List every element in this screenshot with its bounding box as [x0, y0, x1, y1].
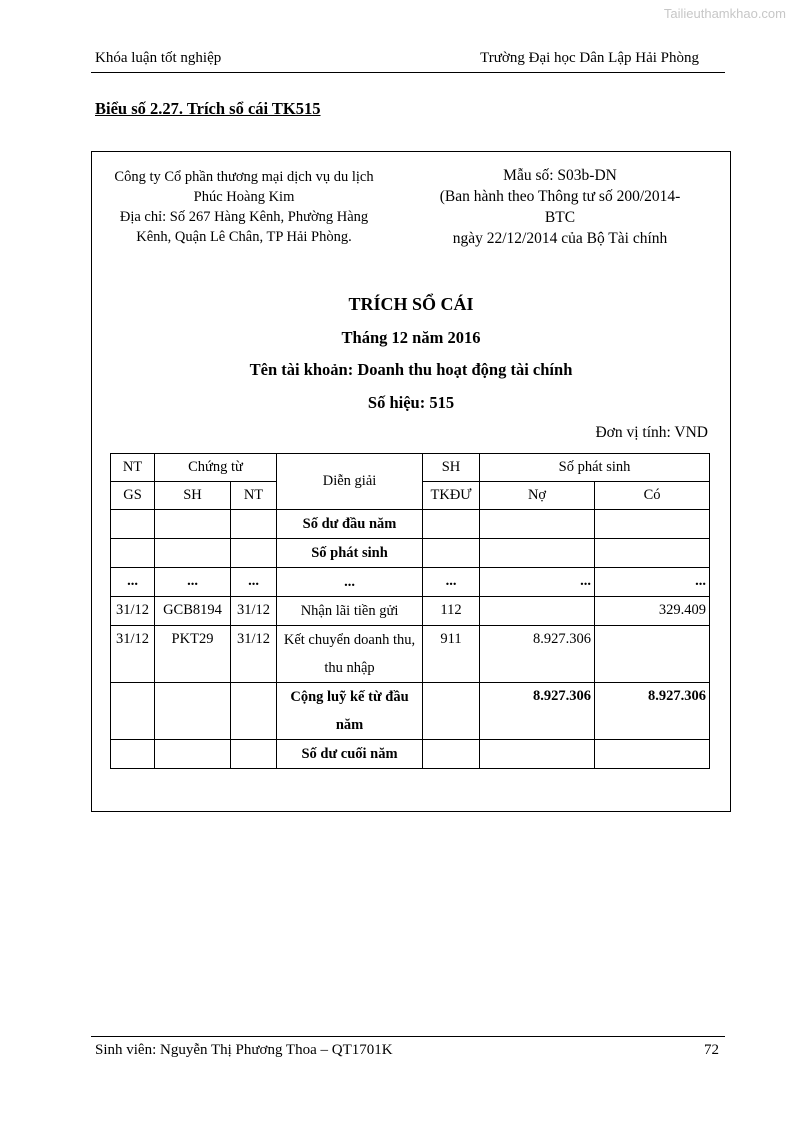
table-row [111, 597, 710, 626]
cell-co [595, 539, 710, 568]
form-circular-cont: BTC [544, 209, 576, 226]
col-header-nt-gs: NT [111, 454, 155, 482]
col-header-nt: NT [231, 482, 277, 510]
cell-tkdu [423, 510, 480, 539]
cell-no: ... [480, 568, 595, 597]
cell-nt [231, 510, 277, 539]
form-code: Mẫu số: S03b-DN [503, 167, 617, 184]
cell-nt [231, 683, 277, 740]
cell-ntgs [111, 740, 155, 769]
table-row [111, 568, 710, 597]
figure-title: Biểu số 2.27. Trích sổ cái TK515 [95, 99, 321, 118]
header-university: Trường Đại học Dân Lập Hải Phòng [480, 50, 699, 66]
table-row [111, 683, 710, 740]
cell-sh [155, 510, 231, 539]
col-header-co: Có [595, 482, 710, 510]
cell-no [480, 539, 595, 568]
cell-ntgs [111, 539, 155, 568]
company-name-cont: Phúc Hoàng Kim [193, 189, 295, 205]
col-header-dien-giai: Diễn giải [277, 454, 423, 510]
cell-sh: PKT29 [155, 626, 231, 683]
col-header-sh-tkdu: SH [423, 454, 480, 482]
col-header-no: Nợ [480, 482, 595, 510]
cell-dien-giai: Số dư đầu năm [277, 510, 423, 539]
header-divider [91, 72, 725, 73]
company-address: Địa chỉ: Số 267 Hàng Kênh, Phường Hàng [119, 209, 369, 225]
cell-co: 8.927.306 [595, 683, 710, 740]
footer-divider [91, 1036, 725, 1037]
cell-tkdu: 112 [423, 597, 480, 626]
cell-ntgs [111, 510, 155, 539]
cell-sh [155, 539, 231, 568]
cell-sh [155, 740, 231, 769]
cell-dien-giai: ... [277, 568, 423, 597]
cell-sh: ... [155, 568, 231, 597]
cell-nt: 31/12 [231, 597, 277, 626]
footer-student: Sinh viên: Nguyễn Thị Phương Thoa – QT1701K [95, 1042, 393, 1058]
cell-no: 8.927.306 [480, 683, 595, 740]
cell-sh [155, 683, 231, 740]
watermark: Tailieuthamkhao.com [663, 6, 786, 21]
company-name: Công ty Cổ phần thương mại dịch vụ du lịch [114, 169, 374, 185]
cell-no: 8.927.306 [480, 626, 595, 683]
cell-ntgs: 31/12 [111, 626, 155, 683]
table-row [111, 510, 710, 539]
col-header-tkdu: TKĐƯ [423, 482, 480, 510]
cell-co [595, 626, 710, 683]
form-date: ngày 22/12/2014 của Bộ Tài chính [452, 230, 668, 247]
table-header-row [111, 454, 710, 482]
cell-dien-giai: Nhận lãi tiền gửi [277, 597, 423, 626]
col-header-chung-tu: Chứng từ [155, 454, 277, 482]
cell-ntgs: ... [111, 568, 155, 597]
table-row [111, 539, 710, 568]
company-info [98, 167, 390, 247]
form-info [400, 165, 720, 249]
ledger-account-number: Số hiệu: 515 [367, 393, 455, 412]
cell-tkdu [423, 740, 480, 769]
cell-nt: ... [231, 568, 277, 597]
table-row [111, 626, 710, 683]
currency-unit: Đơn vị tính: VND [595, 424, 708, 441]
cell-co [595, 740, 710, 769]
cell-ntgs: 31/12 [111, 597, 155, 626]
ledger-period: Tháng 12 năm 2016 [341, 328, 481, 347]
cell-no [480, 510, 595, 539]
cell-co: 329.409 [595, 597, 710, 626]
cell-tkdu: ... [423, 568, 480, 597]
cell-nt: 31/12 [231, 626, 277, 683]
cell-tkdu [423, 539, 480, 568]
ledger-table [110, 453, 710, 769]
cell-nt [231, 539, 277, 568]
cell-dien-giai: Số dư cuối năm [277, 740, 423, 769]
form-circular: (Ban hành theo Thông tư số 200/2014- [439, 188, 681, 205]
company-address-cont: Kênh, Quận Lê Chân, TP Hải Phòng. [136, 229, 352, 245]
cell-no [480, 597, 595, 626]
cell-tkdu: 911 [423, 626, 480, 683]
cell-sh: GCB8194 [155, 597, 231, 626]
col-header-sh: SH [155, 482, 231, 510]
cell-ntgs [111, 683, 155, 740]
page-number: 72 [704, 1042, 719, 1058]
cell-dien-giai: Số phát sinh [277, 539, 423, 568]
table-row [111, 740, 710, 769]
ledger-account-name: Tên tài khoản: Doanh thu hoạt động tài chính [249, 360, 573, 379]
cell-co [595, 510, 710, 539]
cell-nt [231, 740, 277, 769]
cell-no [480, 740, 595, 769]
col-header-nt-gs-2: GS [111, 482, 155, 510]
col-header-so-phat-sinh: Số phát sinh [480, 454, 710, 482]
header-thesis-label: Khóa luận tốt nghiệp [95, 50, 222, 66]
ledger-title: TRÍCH SỔ CÁI [348, 294, 474, 314]
cell-tkdu [423, 683, 480, 740]
cell-dien-giai: Cộng luỹ kế từ đầu năm [277, 683, 423, 740]
cell-dien-giai: Kết chuyển doanh thu, thu nhập [277, 626, 423, 683]
cell-co: ... [595, 568, 710, 597]
